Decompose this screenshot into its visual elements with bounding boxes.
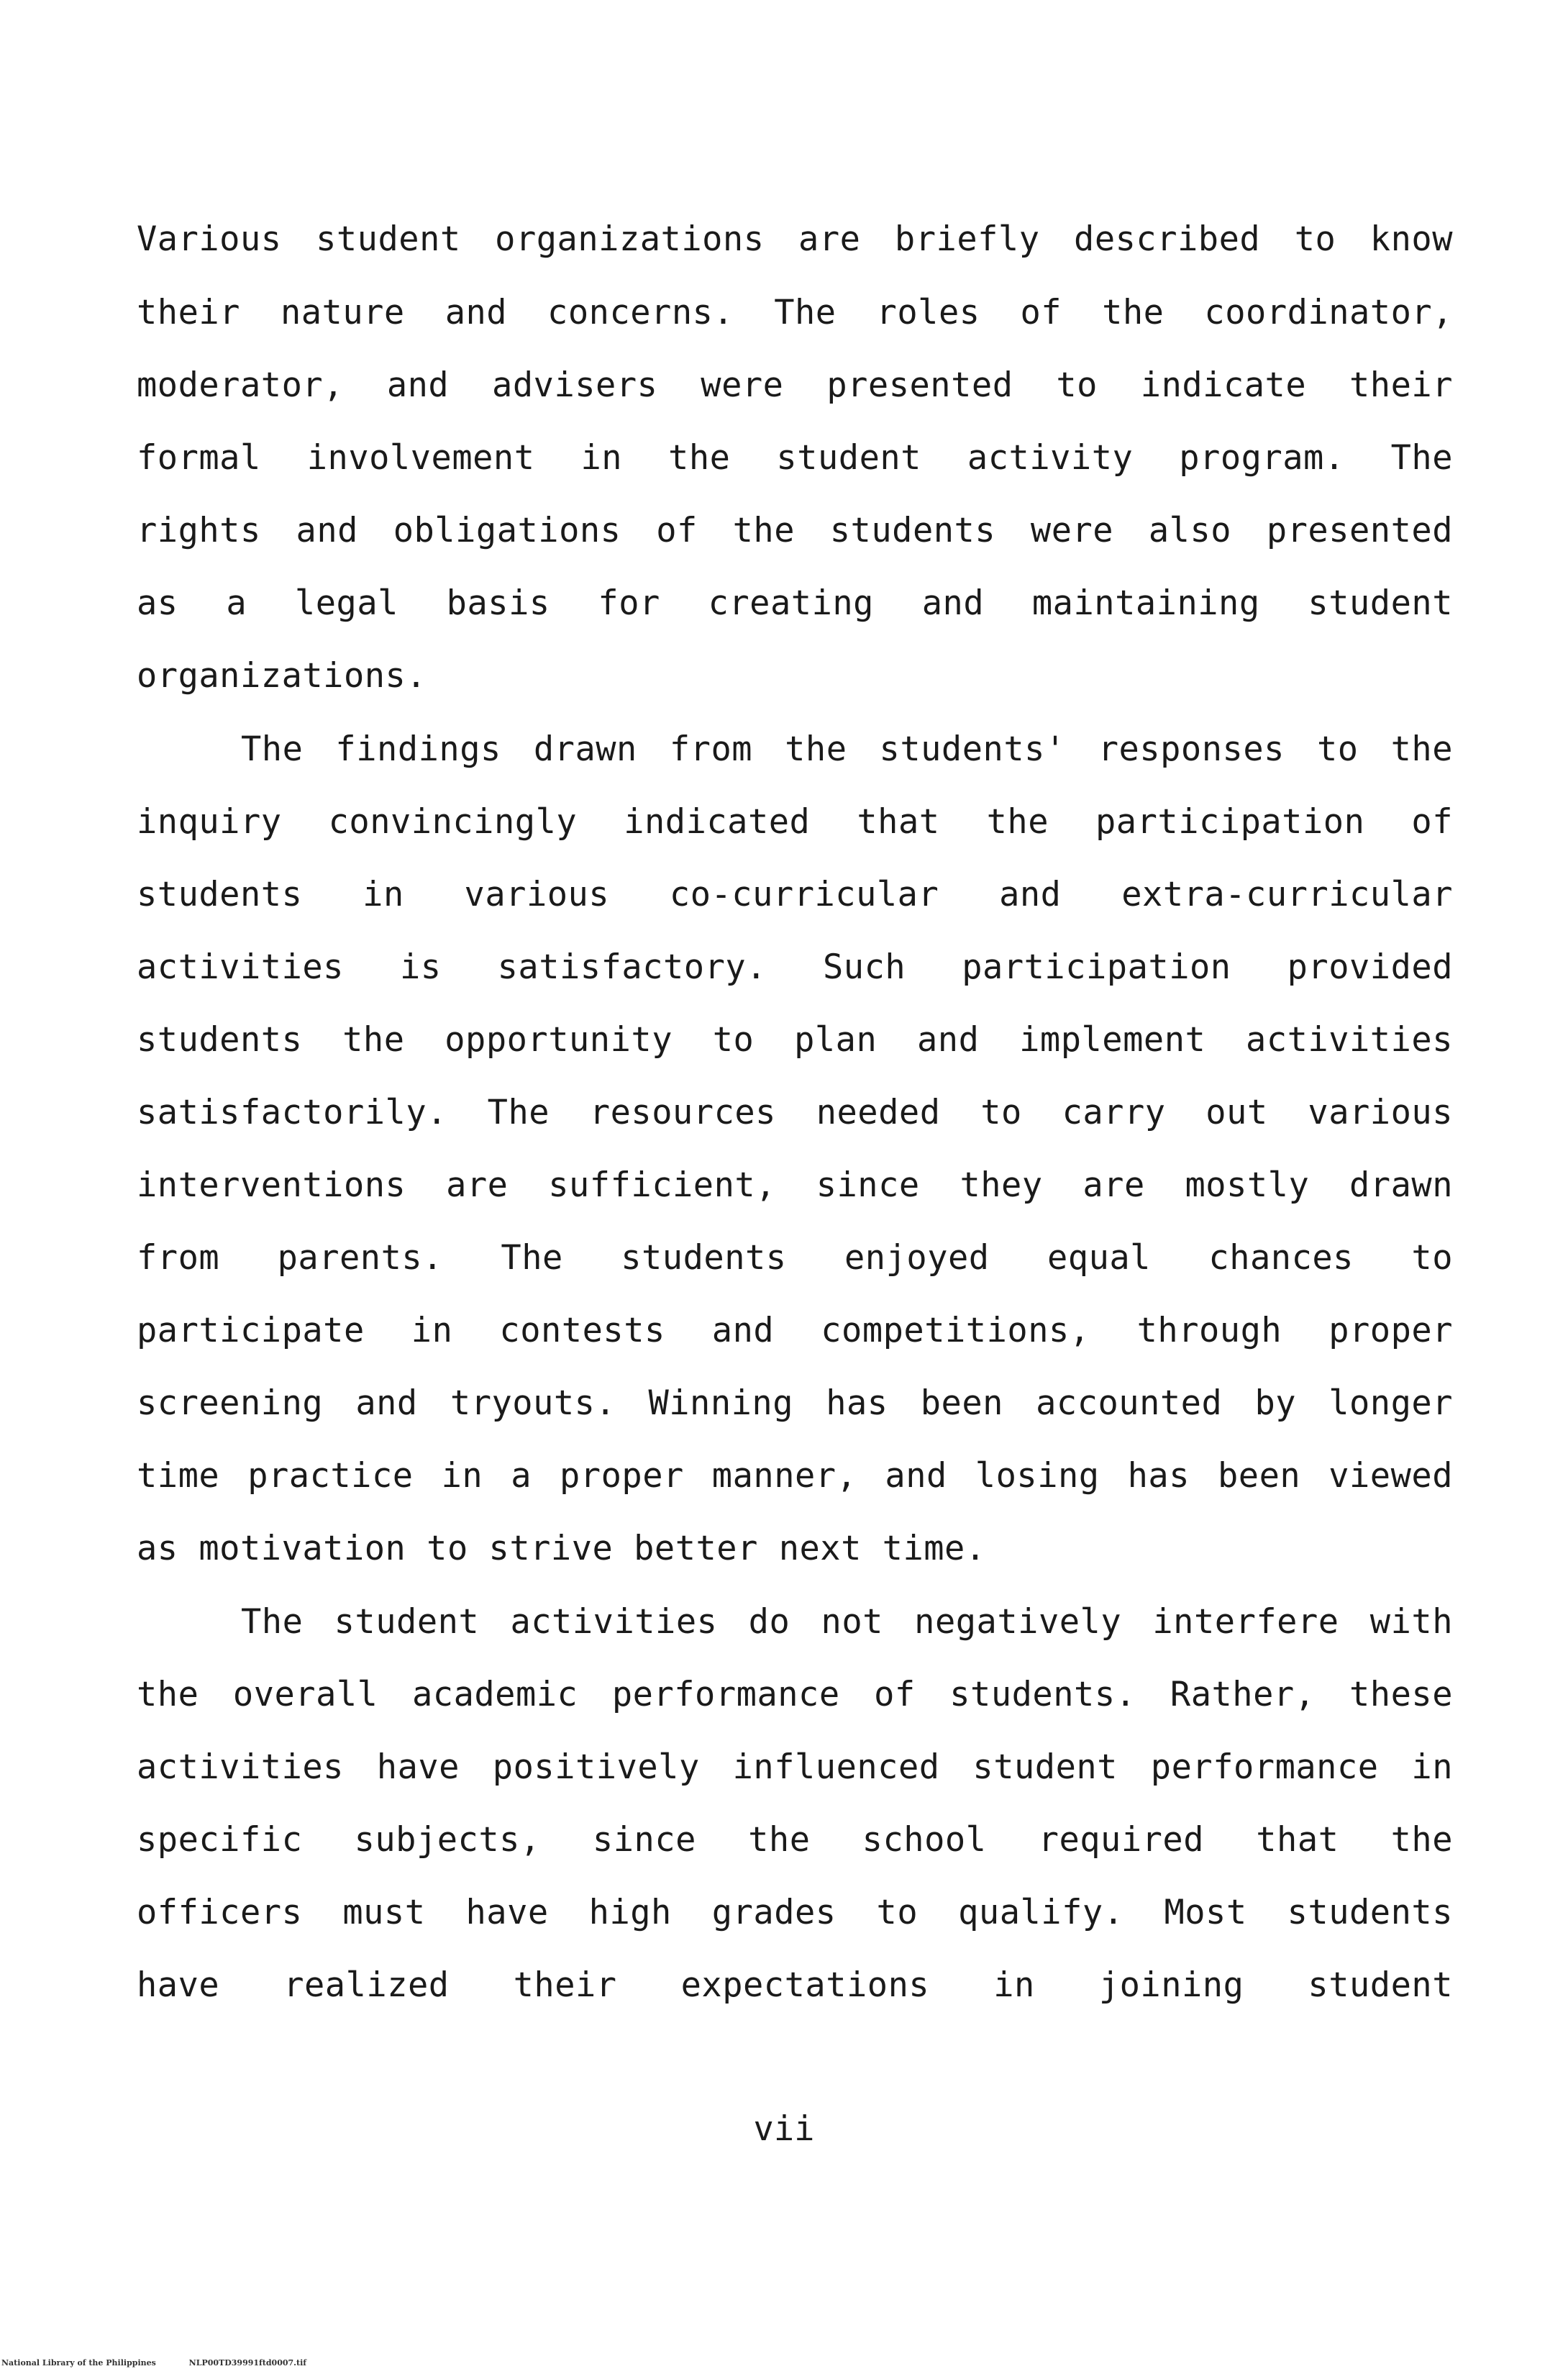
paragraph-3-line-3: activities have positively influenced student performance in (137, 1747, 1453, 1787)
paragraph-2-line-3: students in various co-curricular and extra-curricular (137, 875, 1453, 914)
paragraph-2-line-2: inquiry convincingly indicated that the participation of (137, 802, 1453, 842)
paragraph-2-line-5: students the opportunity to plan and implement activities (137, 1020, 1453, 1060)
paragraph-1-line-3: moderator, and advisers were presented to indicate their (137, 365, 1453, 405)
paragraph-3-line-2: the overall academic performance of students. Rather, these (137, 1675, 1453, 1714)
paragraph-2-line-7: interventions are sufficient, since they are mostly drawn (137, 1165, 1453, 1205)
paragraph-3-line-6: have realized their expectations in joining student (137, 1965, 1453, 2005)
footer-file-id: NLP00TD39991ftd0007.tif (188, 2358, 306, 2368)
paragraph-2-line-11: time practice in a proper manner, and losing has been viewed (137, 1456, 1453, 1496)
paragraph-1-line-7: organizations. (137, 656, 427, 696)
paragraph-1-line-4: formal involvement in the student activity program. The (137, 438, 1453, 478)
scan-footer (1, 2358, 337, 2368)
paragraph-2-line-10: screening and tryouts. Winning has been accounted by longer (137, 1383, 1453, 1423)
paragraph-2-line-4: activities is satisfactory. Such participation provided (137, 947, 1453, 987)
paragraph-1-line-5: rights and obligations of the students were also presented (137, 511, 1453, 550)
paragraph-2-line-12: as motivation to strive better next time. (137, 1529, 986, 1568)
paragraph-2-line-1: The findings drawn from the students' responses to the (241, 729, 1453, 769)
paragraph-3-line-1: The student activities do not negatively interfere with (241, 1602, 1453, 1642)
page-number: vii (753, 2109, 815, 2149)
paragraph-1-line-1: Various student organizations are briefly described to know (137, 219, 1453, 259)
paragraph-1-line-6: as a legal basis for creating and maintaining student (137, 583, 1453, 623)
paragraph-2-line-8: from parents. The students enjoyed equal chances to (137, 1238, 1453, 1278)
paragraph-2-line-6: satisfactorily. The resources needed to carry out various (137, 1093, 1453, 1132)
paragraph-2-line-9: participate in contests and competitions, through proper (137, 1311, 1453, 1350)
paragraph-3-line-5: officers must have high grades to qualify. Most students (137, 1893, 1453, 1932)
paragraph-3-line-4: specific subjects, since the school required that the (137, 1820, 1453, 1860)
footer-library-name: National Library of the Philippines (1, 2358, 156, 2368)
paragraph-1-line-2: their nature and concerns. The roles of the coordinator, (137, 293, 1453, 332)
